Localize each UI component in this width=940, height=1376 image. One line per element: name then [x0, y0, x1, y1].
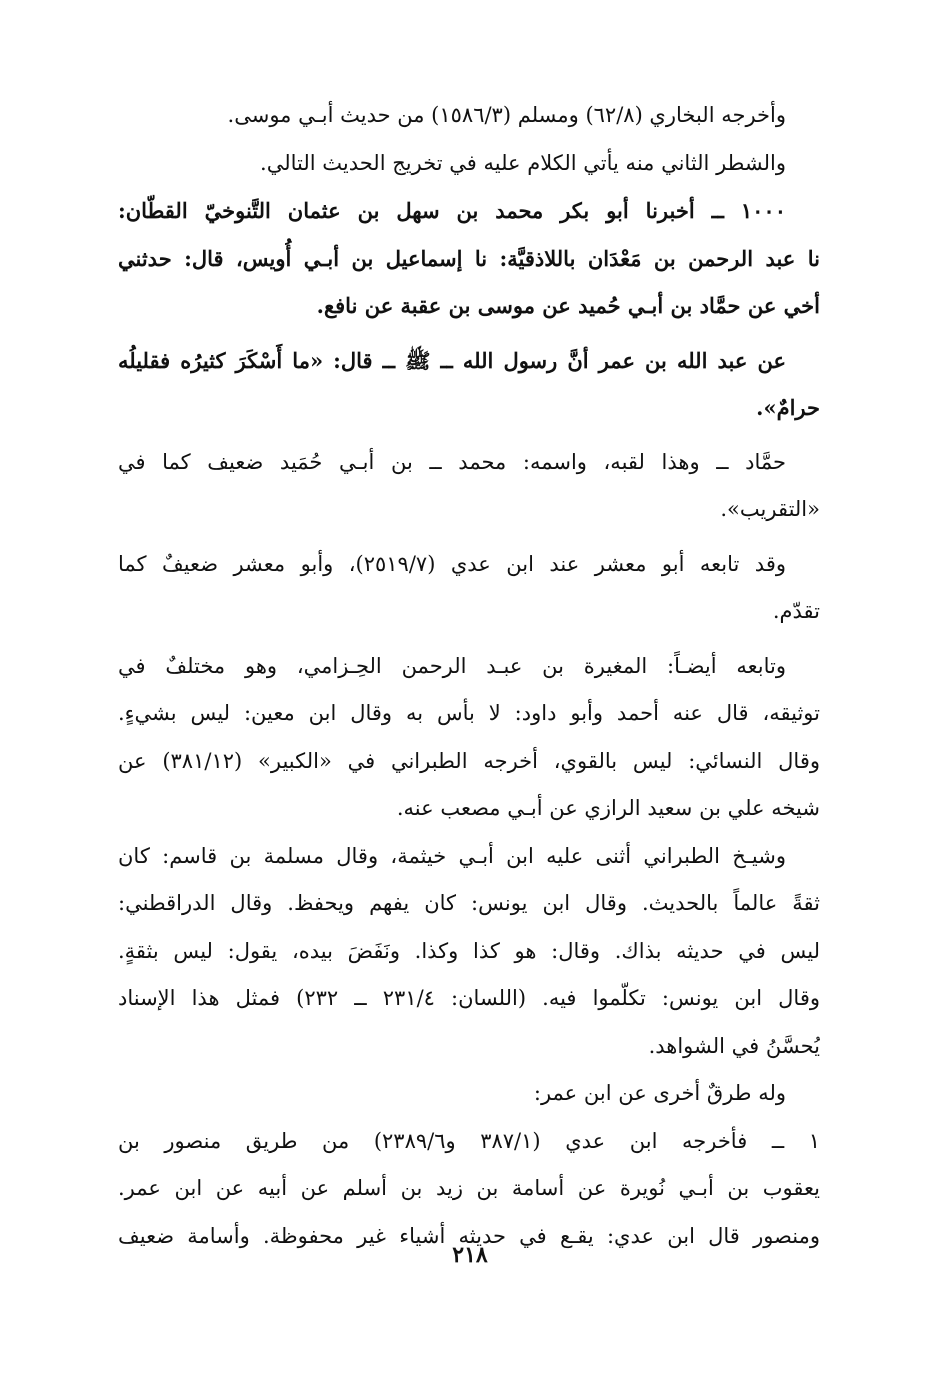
commentary-line: وتابعه أيضـاً: المغيرة بن عبـد الرحمن الحِـزامي، وهو مختلفٌ في — [118, 653, 786, 678]
commentary-line: ومنصور قال ابن عدي: يقـع في حديثه أشياء غير محفوظة. وأسامة ضعيف — [118, 1223, 820, 1248]
text-line: وأخرجه البخاري (٦٢/٨) ومسلم (١٥٨٦/٣) من حديث أبـي موسى. — [227, 103, 786, 127]
commentary-line: وقال النسائي: ليس بالقوي، أخرجه الطبراني في «الكبير» (٣٨١/١٢) عن — [118, 748, 820, 773]
hadith-heading-line: ١٠٠٠ ــ أخبرنا أبو بكر محمد بن سهل بن عثمان التَّنوخيّ القطّان: — [118, 198, 786, 223]
page-number: ٢١٨ — [452, 1242, 488, 1268]
commentary-line: ليس في حديثه بذاك. وقال: هو كذا وكذا. ونَفَضَ بيده، يقول: ليس بثقةٍ. — [118, 938, 820, 963]
commentary-line: وله طرقٌ أخرى عن ابن عمر: — [533, 1081, 786, 1105]
hadith-chain-line: نا عبد الرحمن بن مَعْدَان باللاذقيَّة: نا إسماعيل بن أبـي أُويس، قال: حدثني — [118, 245, 820, 271]
commentary-line: ١ ــ فأخرجه ابن عدي (٣٨٧/١ و٢٣٨٩/٦) من طريق منصور بن — [118, 1128, 820, 1153]
text-line: والشطر الثاني منه يأتي الكلام عليه في تخريج الحديث التالي. — [260, 150, 786, 175]
commentary-line: وقال ابن يونس: تكلّموا فيه. (اللسان: ٢٣١/٤ ــ ٢٣٢) فمثل هذا الإسناد — [118, 986, 820, 1010]
commentary-line: ثقةً عالماً بالحديث. وقال ابن يونس: كان يفهم ويحفظ. وقال الدراقطني: — [118, 891, 820, 915]
hadith-chain-line: أخي عن حمَّاد بن أبـي حُميد عن موسى بن عقبة عن نافع. — [316, 293, 820, 318]
commentary-line: حمَّاد ــ وهذا لقبه، واسمه: محمد ــ بن أبـي حُمَيد ضعيف كما في — [118, 449, 786, 474]
commentary-line: وقد تابعه أبو معشر عند ابن عدي (٢٥١٩/٧)، وأبو معشر ضعيفٌ كما — [118, 551, 786, 576]
hadith-text-line: عن عبد الله بن عمر أنَّ رسول الله ــ ﷺ ــ قال: «ما أَسْكَرَ كثيرُه فقليلُه — [118, 347, 786, 373]
commentary-line: يُحسَّنُ في الشواهد. — [648, 1033, 820, 1058]
commentary-line: «التقريب». — [720, 497, 820, 521]
commentary-line: تقدّم. — [772, 599, 820, 623]
commentary-line: شيخه علي بن سعيد الرازي عن أبـي مصعب عنه. — [396, 796, 820, 820]
commentary-line: يعقوب بن أبـي نُويرة عن أسامة بن زيد بن أسلم عن أبيه عن ابن عمر. — [118, 1176, 820, 1200]
commentary-line: توثيقه، قال عنه أحمد وأبو داود: لا بأس به وقال ابن معين: ليس بشيءٍ. — [118, 701, 820, 725]
commentary-line: وشيـخ الطبراني أثنى عليه ابن أبـي خيثمة، وقال مسلمة بن قاسم: كان — [118, 843, 786, 868]
hadith-text-line: حرامٌ». — [756, 395, 820, 420]
